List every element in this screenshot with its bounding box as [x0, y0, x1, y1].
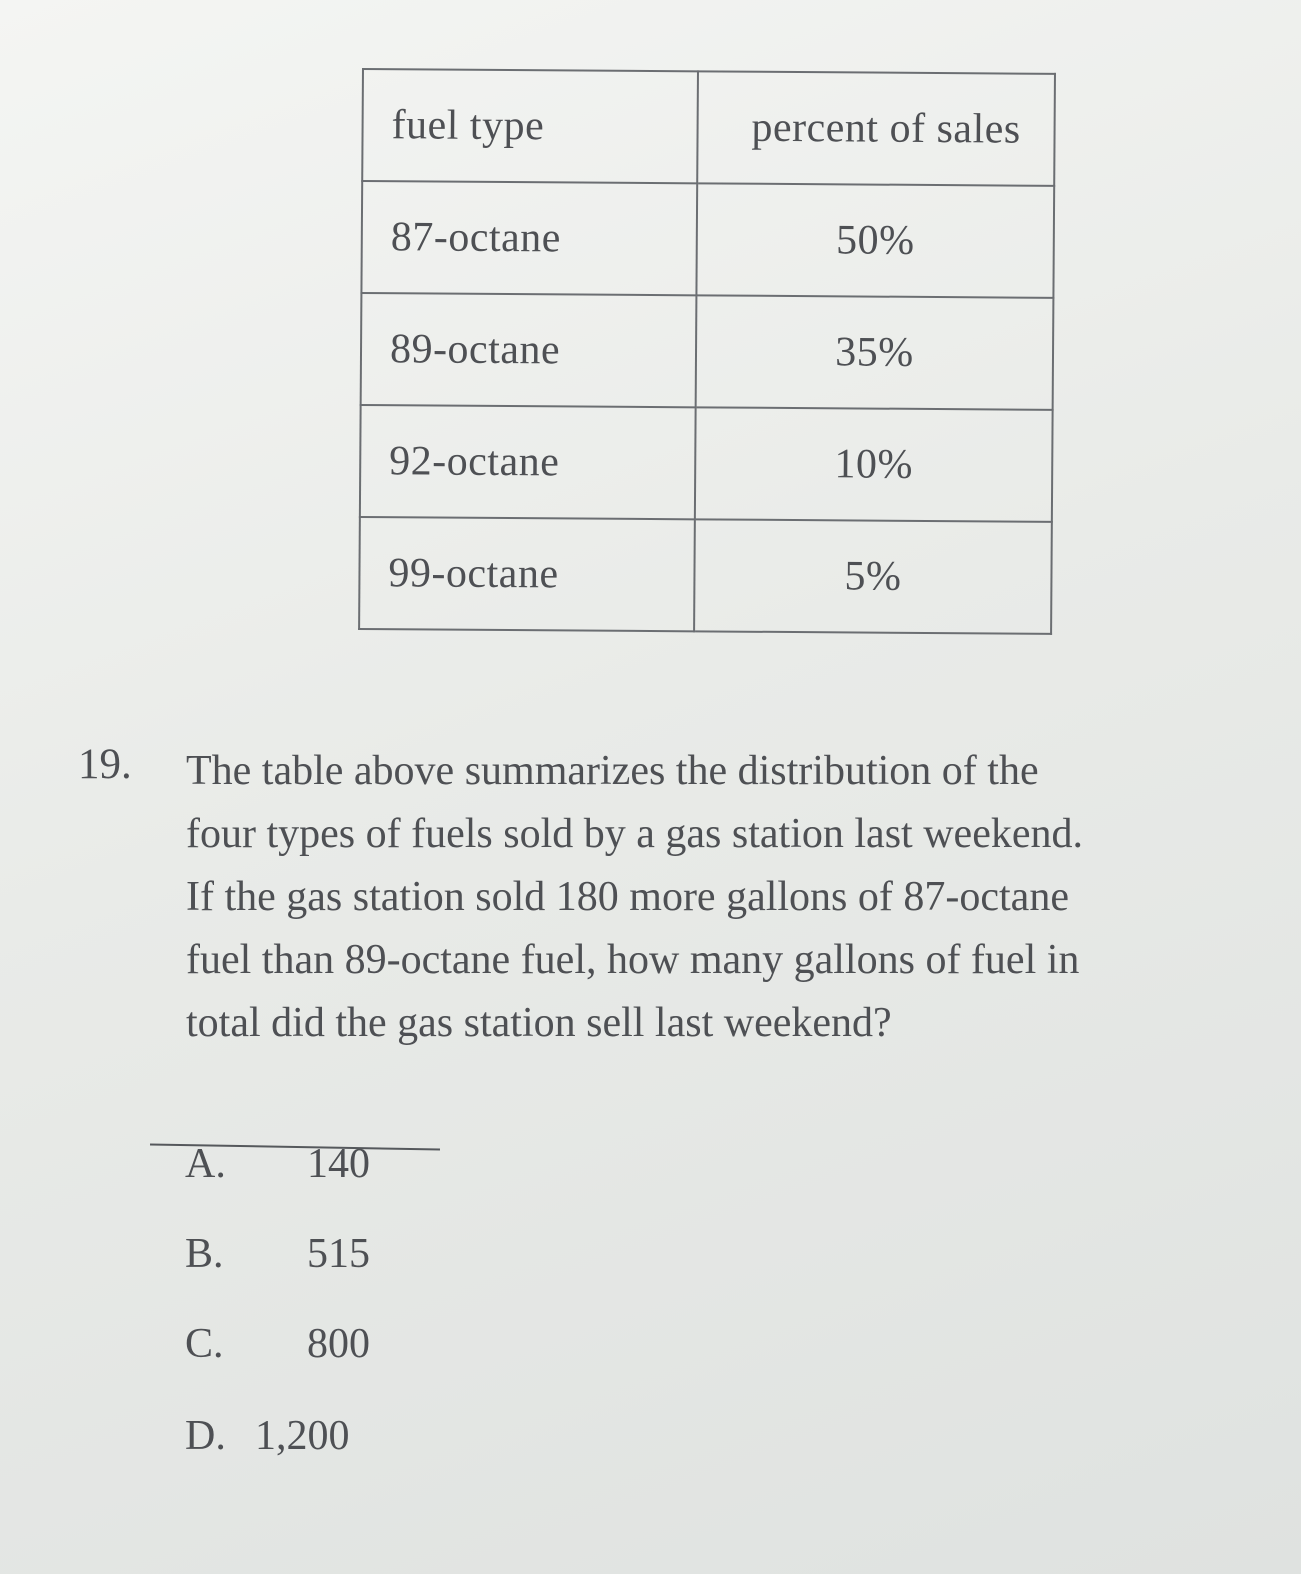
question-line: fuel than 89-octane fuel, how many gallons of fuel in	[186, 937, 1080, 983]
table-row	[361, 181, 1054, 298]
table-row	[360, 405, 1053, 522]
table-row	[359, 517, 1052, 634]
percent-cell: 10%	[695, 407, 1053, 521]
question-line: If the gas station sold 180 more gallons of 87-octane	[186, 874, 1069, 920]
choice-value: 140	[307, 1141, 370, 1187]
choice-b[interactable]	[185, 1230, 370, 1278]
choice-value: 1,200	[255, 1413, 350, 1459]
choice-letter: B.	[185, 1231, 224, 1277]
fuel-sales-table	[358, 68, 1056, 635]
percent-cell: 35%	[696, 295, 1054, 409]
choice-a[interactable]	[185, 1140, 370, 1188]
header-fuel-type: fuel type	[362, 69, 698, 183]
fuel-type-cell: 99-octane	[359, 517, 695, 631]
question-number: 19.	[78, 741, 132, 788]
question-line: total did the gas station sell last weekend?	[186, 1000, 892, 1046]
question-text	[186, 740, 1296, 1055]
choice-value: 800	[307, 1321, 370, 1367]
question-line: four types of fuels sold by a gas station last weekend.	[186, 811, 1083, 857]
choice-value: 515	[307, 1231, 370, 1277]
fuel-type-cell: 89-octane	[361, 293, 697, 407]
choice-d[interactable]	[185, 1412, 380, 1460]
header-percent-of-sales: percent of sales	[697, 71, 1055, 185]
choice-letter: A.	[185, 1141, 226, 1187]
choice-letter: C.	[185, 1321, 224, 1367]
question-line: The table above summarizes the distribution of the	[186, 748, 1039, 794]
choice-letter: D.	[185, 1413, 226, 1459]
choice-c[interactable]	[185, 1320, 370, 1368]
percent-cell: 5%	[694, 519, 1052, 633]
table-header-row	[362, 69, 1055, 186]
fuel-type-cell: 87-octane	[361, 181, 697, 295]
table-row	[361, 293, 1054, 410]
fuel-type-cell: 92-octane	[360, 405, 696, 519]
percent-cell: 50%	[696, 183, 1054, 297]
